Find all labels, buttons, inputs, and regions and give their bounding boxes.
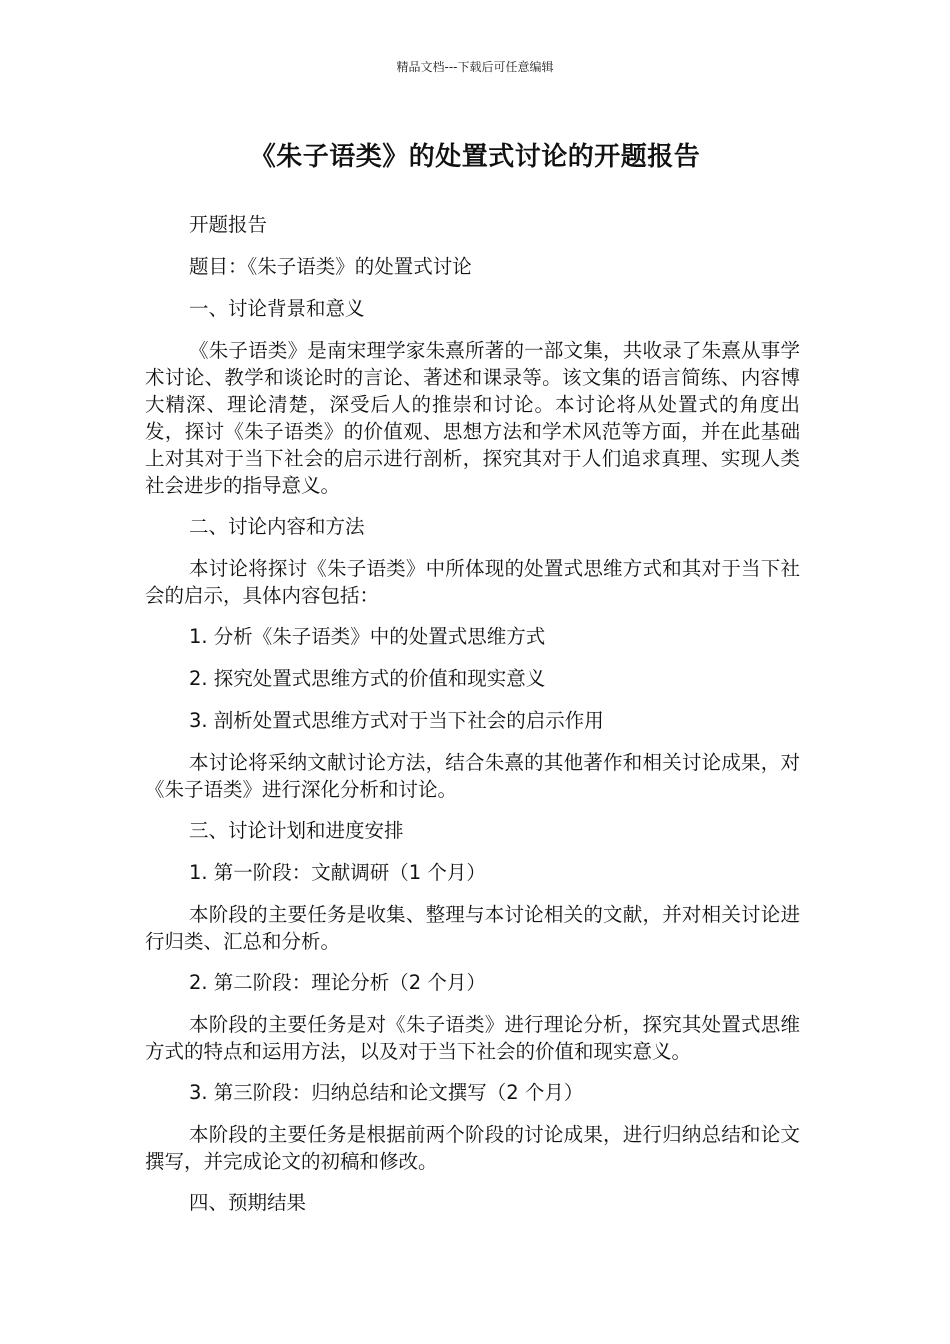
plan-stage-3-description: 本阶段的主要任务是根据前两个阶段的讨论成果，进行归纳总结和论文撰写，并完成论文的初稿和修改。 [145,1123,800,1173]
list-item-content-3: 3. 剖析处置式思维方式对于当下社会的启示作用 [189,709,604,732]
plan-stage-1-description: 本阶段的主要任务是收集、整理与本讨论相关的文献，并对相关讨论进行归类、汇总和分析。 [145,903,800,953]
plan-stage-1-heading: 1. 第一阶段：文献调研（1 个月） [189,861,486,884]
paragraph-background: 《朱子语类》是南宋理学家朱熹所著的一部文集，共收录了朱熹从事学术讨论、教学和谈论时的言论、著述和课录等。该文集的语言简练、内容博大精深、理论清楚，深受后人的推崇和讨论。本讨论将从处置式的角度出发，探讨《朱子语类》的价值观、思想方法和学术风范等方面，并在此基础上对其对于当下社会的启示进行剖析，探究其对于人们追求真理、实现人类社会进步的指导意义。 [145,339,800,497]
section-heading-content: 二、讨论内容和方法 [189,515,365,538]
paragraph-topic: 题目：《朱子语类》的处置式讨论 [189,255,472,278]
section-heading-expected-results: 四、预期结果 [189,1191,307,1214]
list-item-content-1: 1. 分析《朱子语类》中的处置式思维方式 [189,625,546,648]
section-heading-background: 一、讨论背景和意义 [189,297,365,320]
header-note: 精品文档---下载后可任意编辑 [396,60,554,74]
plan-stage-2-description: 本阶段的主要任务是对《朱子语类》进行理论分析，探究其处置式思维方式的特点和运用方法，以及对于当下社会的价值和现实意义。 [145,1013,800,1063]
paragraph-content-intro: 本讨论将探讨《朱子语类》中所体现的处置式思维方式和其对于当下社会的启示，具体内容包括： [145,557,800,607]
paragraph-method: 本讨论将采纳文献讨论方法，结合朱熹的其他著作和相关讨论成果，对《朱子语类》进行深化分析和讨论。 [145,751,800,801]
list-item-content-2: 2. 探究处置式思维方式的价值和现实意义 [189,667,546,690]
document-body [145,211,800,1231]
plan-stage-2-heading: 2. 第二阶段：理论分析（2 个月） [189,971,486,994]
paragraph-report-label: 开题报告 [189,213,268,236]
section-heading-plan: 三、讨论计划和进度安排 [189,819,404,842]
plan-stage-3-heading: 3. 第三阶段：归纳总结和论文撰写（2 个月） [189,1081,584,1104]
document-title: 《朱子语类》的处置式讨论的开题报告 [249,142,701,172]
